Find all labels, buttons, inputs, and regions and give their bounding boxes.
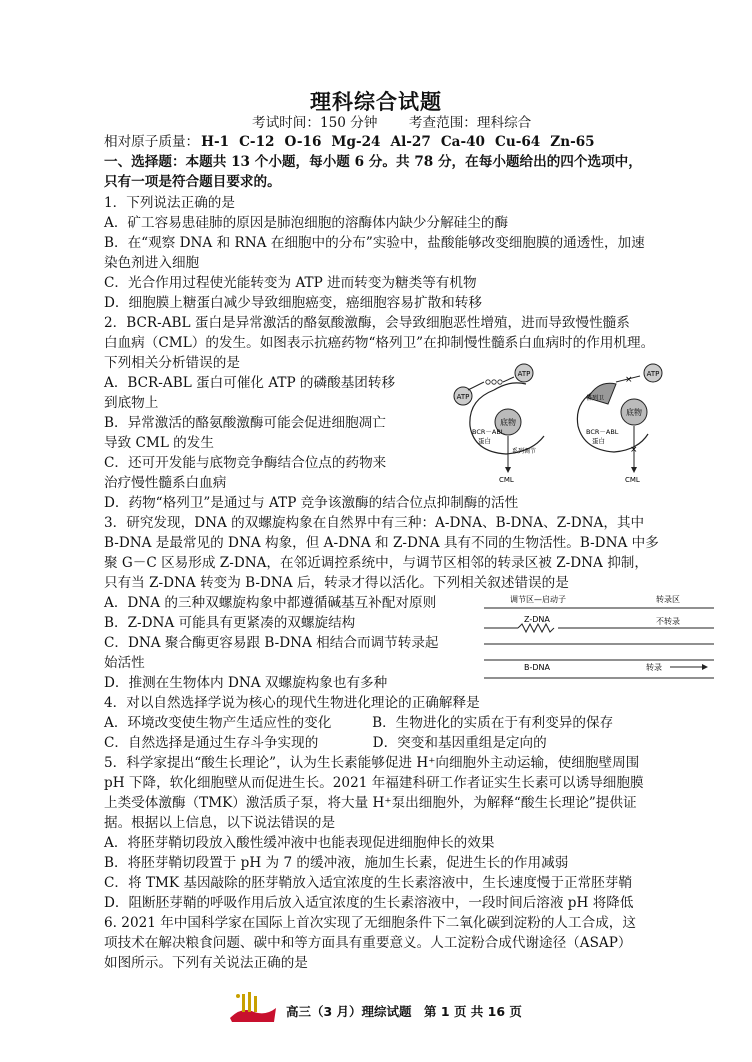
mass-item: Ca-40 [440,134,485,150]
question-6: 6. 2021 年中国科学家在国际上首次实现了无细胞条件下二氧化碳到淀粉的人工合成，这 [104,915,636,931]
svg-text:格列卫: 格列卫 [586,395,605,402]
option-1c: C．光合作用过程使光能转变为 ATP 进而转变为糖类等有机物 [104,275,477,291]
exam-info: 考试时间：150 分钟 考查范围：理科综合 [252,115,532,131]
svg-text:ATP: ATP [646,370,660,378]
option-2c: C．还可开发能与底物竞争酶结合位点的药物来 [104,455,387,471]
svg-text:BCR－ABL: BCR－ABL [472,428,505,436]
kinase-mechanism-figure [448,360,680,488]
svg-text:CML: CML [499,476,514,484]
option-2a: A．BCR-ABL 蛋白可催化 ATP 的磷酸基团转移 [104,375,396,391]
option-2c-cont: 治疗慢性髓系白血病 [104,475,227,491]
inhibited-kinase-panel [577,364,662,484]
option-3a: A．DNA 的三种双螺旋构象中都遵循碱基互补配对原则 [104,595,437,611]
option-5d: D．阻断胚芽鞘的呼吸作用后放入适宜浓度的生长素溶液中，一段时间后溶液 pH 将降低 [104,895,634,911]
question-5-cont: pH 下降，软化细胞壁从而促进生长。2021 年福建科研工作者证实生长素可以诱导细胞膜 [104,775,644,791]
question-2-cont: 下列相关分析错误的是 [104,355,240,371]
svg-text:B-DNA: B-DNA [524,663,550,672]
mass-item: Zn-65 [550,134,595,150]
svg-text:ATP: ATP [456,393,470,401]
svg-text:不转录: 不转录 [656,617,680,626]
svg-text:×: × [630,445,638,455]
atomic-masses: 相对原子质量： H-1 C-12 O-16 Mg-24 Al-27 Ca-40 Cu-64 Zn-65 [104,134,595,150]
option-2b: B．异常激活的酪氨酸激酶可能会促进细胞凋亡 [104,415,386,431]
page-title: 理科综合试题 [310,90,442,114]
svg-text:调节区—启动子: 调节区—启动子 [510,595,566,604]
option-1b-cont: 染色剂进入细胞 [104,255,200,271]
option-5b: B．将胚芽鞘切段置于 pH 为 7 的缓冲液，施加生长素，促进生长的作用减弱 [104,855,569,871]
svg-text:转录: 转录 [646,663,662,672]
option-4ab: A．环境改变使生物产生适应性的变化 B．生物进化的实质在于有利变异的保存 [104,715,614,731]
option-5c: C．将 TMK 基因敲除的胚芽鞘放入适宜浓度的生长素溶液中，生长速度慢于正常胚芽鞘 [104,875,632,891]
question-6-cont: 如图所示。下列有关说法正确的是 [104,955,308,971]
option-1d: D．细胞膜上糖蛋白减少导致细胞癌变，癌细胞容易扩散和转移 [104,295,482,311]
option-3c: C．DNA 聚合酶更容易跟 B-DNA 相结合而调节转录起 [104,635,439,651]
svg-text:BCR－ABL: BCR－ABL [586,428,619,436]
question-6-cont: 项技术在解决粮食问题、碳中和等方面具有重要意义。人工淀粉合成代谢途径（ASAP） [104,935,632,951]
mass-item: C-12 [239,134,275,150]
question-3-cont: 只有当 Z-DNA 转变为 B-DNA 后，转录才得以活化。下列相关叙述错误的是 [104,575,569,591]
question-5-cont: 上类受体激酶（TMK）激活质子泵，将大量 H⁺泵出细胞外，为解释“酸生长理论”提供证 [104,795,637,811]
option-3b: B．Z-DNA 可能具有更紧凑的双螺旋结构 [104,615,356,631]
option-2b-cont: 导致 CML 的发生 [104,435,214,451]
mass-item: O-16 [284,134,322,150]
svg-text:ATP: ATP [517,370,531,378]
logo-wave [230,1008,276,1022]
svg-text:底物: 底物 [500,418,516,427]
page-footer: 高三（3 月）理综试题 第 1 页 共 16 页 [286,1004,522,1019]
option-2a-cont: 到底物上 [104,395,159,411]
svg-text:×: × [625,375,633,385]
question-1: 1．下列说法正确的是 [104,195,235,211]
option-4cd: C．自然选择是通过生存斗争实现的 D．突变和基因重组是定向的 [104,735,547,751]
svg-text:CML: CML [625,476,640,484]
mass-item: H-1 [201,134,230,150]
svg-text:系列调节: 系列调节 [512,448,537,455]
mass-item: Cu-64 [495,134,541,150]
question-3-cont: 聚 G－C 区易形成 Z-DNA，在邻近调控系统中，与调节区相邻的转录区被 Z-DNA 抑制， [104,555,648,571]
question-4: 4．对以自然选择学说为核心的现代生物进化理论的正确解释是 [104,695,480,711]
question-5: 5．科学家提出“酸生长理论”，认为生长素能够促进 H⁺向细胞外主动运输，使细胞壁周围 [104,755,640,771]
section-heading: 一、选择题：本题共 13 个小题，每小题 6 分。共 78 分，在每小题给出的四个选项中， [104,154,642,170]
option-1b: B．在“观察 DNA 和 RNA 在细胞中的分布”实验中，盐酸能够改变细胞膜的通透性，加速 [104,235,645,251]
question-5-cont: 据。根据以上信息，以下说法错误的是 [104,815,336,831]
option-3d: D．推测在生物体内 DNA 双螺旋构象也有多种 [104,675,388,691]
svg-text:Z-DNA: Z-DNA [524,615,550,624]
svg-text:底物: 底物 [626,408,642,417]
dna-transcription-figure [484,590,714,682]
svg-text:转录区: 转录区 [656,595,680,604]
school-logo [228,988,278,1024]
mass-item: Al-27 [390,134,431,150]
option-1a: A．矿工容易患硅肺的原因是肺泡细胞的溶酶体内缺少分解硅尘的酶 [104,215,509,231]
section-heading-cont: 只有一项是符合题目要求的。 [104,174,281,190]
normal-kinase-panel [454,364,544,484]
question-3: 3．研究发现，DNA 的双螺旋构象在自然界中有三种：A-DNA、B-DNA、Z-DNA，其中 [104,515,645,531]
option-3c-cont: 始活性 [104,655,145,671]
svg-text:蛋白: 蛋白 [478,437,491,445]
question-2-cont: 白血病（CML）的发生。如图表示抗癌药物“格列卫”在抑制慢性髓系白血病时的作用机理。 [104,335,655,351]
option-5a: A．将胚芽鞘切段放入酸性缓冲液中也能表现促进细胞伸长的效果 [104,835,495,851]
svg-text:蛋白: 蛋白 [592,437,605,445]
question-3-cont: B-DNA 是最常见的 DNA 构象，但 A-DNA 和 Z-DNA 具有不同的生物活性。B-DNA 中多 [104,535,659,551]
option-2d: D．药物“格列卫”是通过与 ATP 竞争该激酶的结合位点抑制酶的活性 [104,495,519,511]
question-2: 2．BCR-ABL 蛋白是异常激活的酪氨酸激酶，会导致细胞恶性增殖，进而导致慢性髓系 [104,315,630,331]
mass-item: Mg-24 [331,134,381,150]
